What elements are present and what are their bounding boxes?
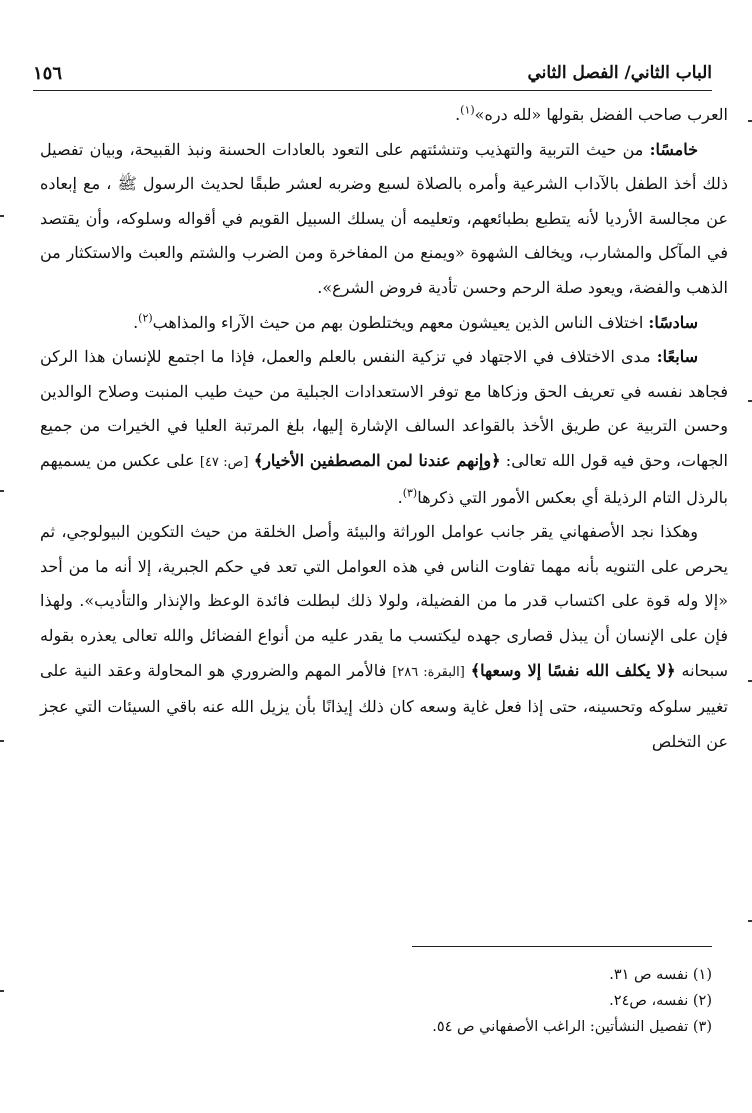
- margin-mark: [0, 990, 4, 992]
- margin-mark: [0, 215, 4, 217]
- margin-mark: [748, 120, 752, 122]
- running-title: الباب الثاني/ الفصل الثاني: [527, 63, 712, 83]
- quran-verse-2: ﴿لا يكلف الله نفسًا إلا وسعها﴾: [470, 660, 676, 680]
- section-lead-seventh: سابعًا:: [656, 347, 698, 367]
- margin-mark: [748, 680, 752, 682]
- verse-citation-2: [البقرة: ٢٨٦]: [392, 664, 465, 680]
- verse-citation-1: [ص: ٤٧]: [199, 454, 249, 470]
- body-text: [40, 98, 728, 759]
- margin-mark: [748, 400, 752, 402]
- footnote-ref-2[interactable]: (٢): [138, 311, 153, 325]
- margin-mark: [748, 920, 752, 922]
- footnote-2: (٢) نفسه، ص٢٤.: [609, 993, 712, 1009]
- paragraph-seventh: سابعًا: مدى الاختلاف في الاجتهاد في تزكية النفس بالعلم والعمل، فإذا ما اجتمع للإنسان هذا الركن فجاهد نفسه في تعريف الحق وزكاها مع توفر الاستعدادات الجبلية من حيث طيب المنبت وصلاح الوالدين وحسن التربية عن طريق الأخذ بالقواعد السالف الإشارة إليها، بلغ المرتبة العليا في الخيرات من جميع الجهات، وحق فيه قول الله تعالى: ﴿وإنهم عندنا لمن المصطفين الأخيار﴾ [ص: ٤٧] على عكس من يسميهم بالرذل التام الرذيلة أي بعكس الأمور التي ذكرها$^{(٣)}$.: [40, 347, 728, 507]
- footnote-ref-1[interactable]: (١): [460, 103, 475, 117]
- footnote-ref-3[interactable]: (٣): [402, 486, 418, 500]
- paragraph-1: العرب صاحب الفضل بقولها «لله دره»$^{(١)}$.: [455, 103, 728, 124]
- section-lead-fifth: خامسًا:: [649, 139, 698, 159]
- section-lead-sixth: سادسًا:: [648, 312, 698, 332]
- quran-verse-1: ﴿وإنهم عندنا لمن المصطفين الأخيار﴾: [253, 450, 501, 470]
- footnote-1: (١) نفسه ص ٣١.: [609, 967, 712, 983]
- paragraph-isfahani: وهكذا نجد الأصفهاني يقر جانب عوامل الوراثة والبيئة وأصل الخلقة من حيث التكوين البيولوجي، ثم يحرص على التنويه بأنه مهما تفاوت الناس في هذه العوامل التي تعد في حكم الجبرية، إلا أنه ما من أحد «إلا وله قوة على اكتساب قدر ما من الفضيلة، ولولا ذلك لبطلت فائدة الوعظ والإنذار والتأديب». ولهذا فإن على الإنسان أن يبذل قصارى جهده ليكتسب ما يقدر عليه من أنواع الفضائل والله تعالى يعذره بقوله سبحانه ﴿لا يكلف الله نفسًا إلا وسعها﴾ [البقرة: ٢٨٦] فالأمر المهم والضروري هو المحاولة وعقد النية على تغيير سلوكه وتحسينه، حتى إذا فعل غاية وسعه كان ذلك إيذانًا بأن يزيل الله عنه باقي السيئات التي عجز عن التخلص: [40, 522, 729, 751]
- margin-mark: [0, 490, 4, 492]
- footnote-3: (٣) تفصيل النشأتين: الراغب الأصفهاني ص ٥٤.: [432, 1019, 712, 1035]
- footnotes: [32, 962, 712, 1040]
- margin-mark: [0, 740, 4, 742]
- paragraph-sixth: سادسًا: اختلاف الناس الذين يعيشون معهم ويختلطون بهم من حيث الآراء والمذاهب$^{(٢)}$.: [133, 311, 698, 332]
- page-number: ١٥٦: [33, 62, 63, 84]
- paragraph-fifth: خامسًا: من حيث التربية والتهذيب وتنشئتهم على التعود بالعادات الحسنة ونبذ القبيحة، وبيان تفصيل ذلك أخذ الطفل بالآداب الشرعية وأمره بالصلاة لسبع وضربه لعشر طبقًا لحديث الرسول ﷺ ، مع إبعاده عن مجالسة الأرديا لأنه يتطبع بطبائعهم، وتعليمه أن يسلك السبيل القويم في أقواله وسلوكه، وأن يقتصد في المآكل والمشارب، ويخالف الشهوة «ويمنع من المفاخرة ومن الضرب والشتم والعبث والاستكثار من الذهب والفضة، ويعود صلة الرحم وحسن تأدية فروض الشرع».: [40, 139, 728, 297]
- page-header: [33, 56, 712, 91]
- footnote-divider: [412, 946, 712, 947]
